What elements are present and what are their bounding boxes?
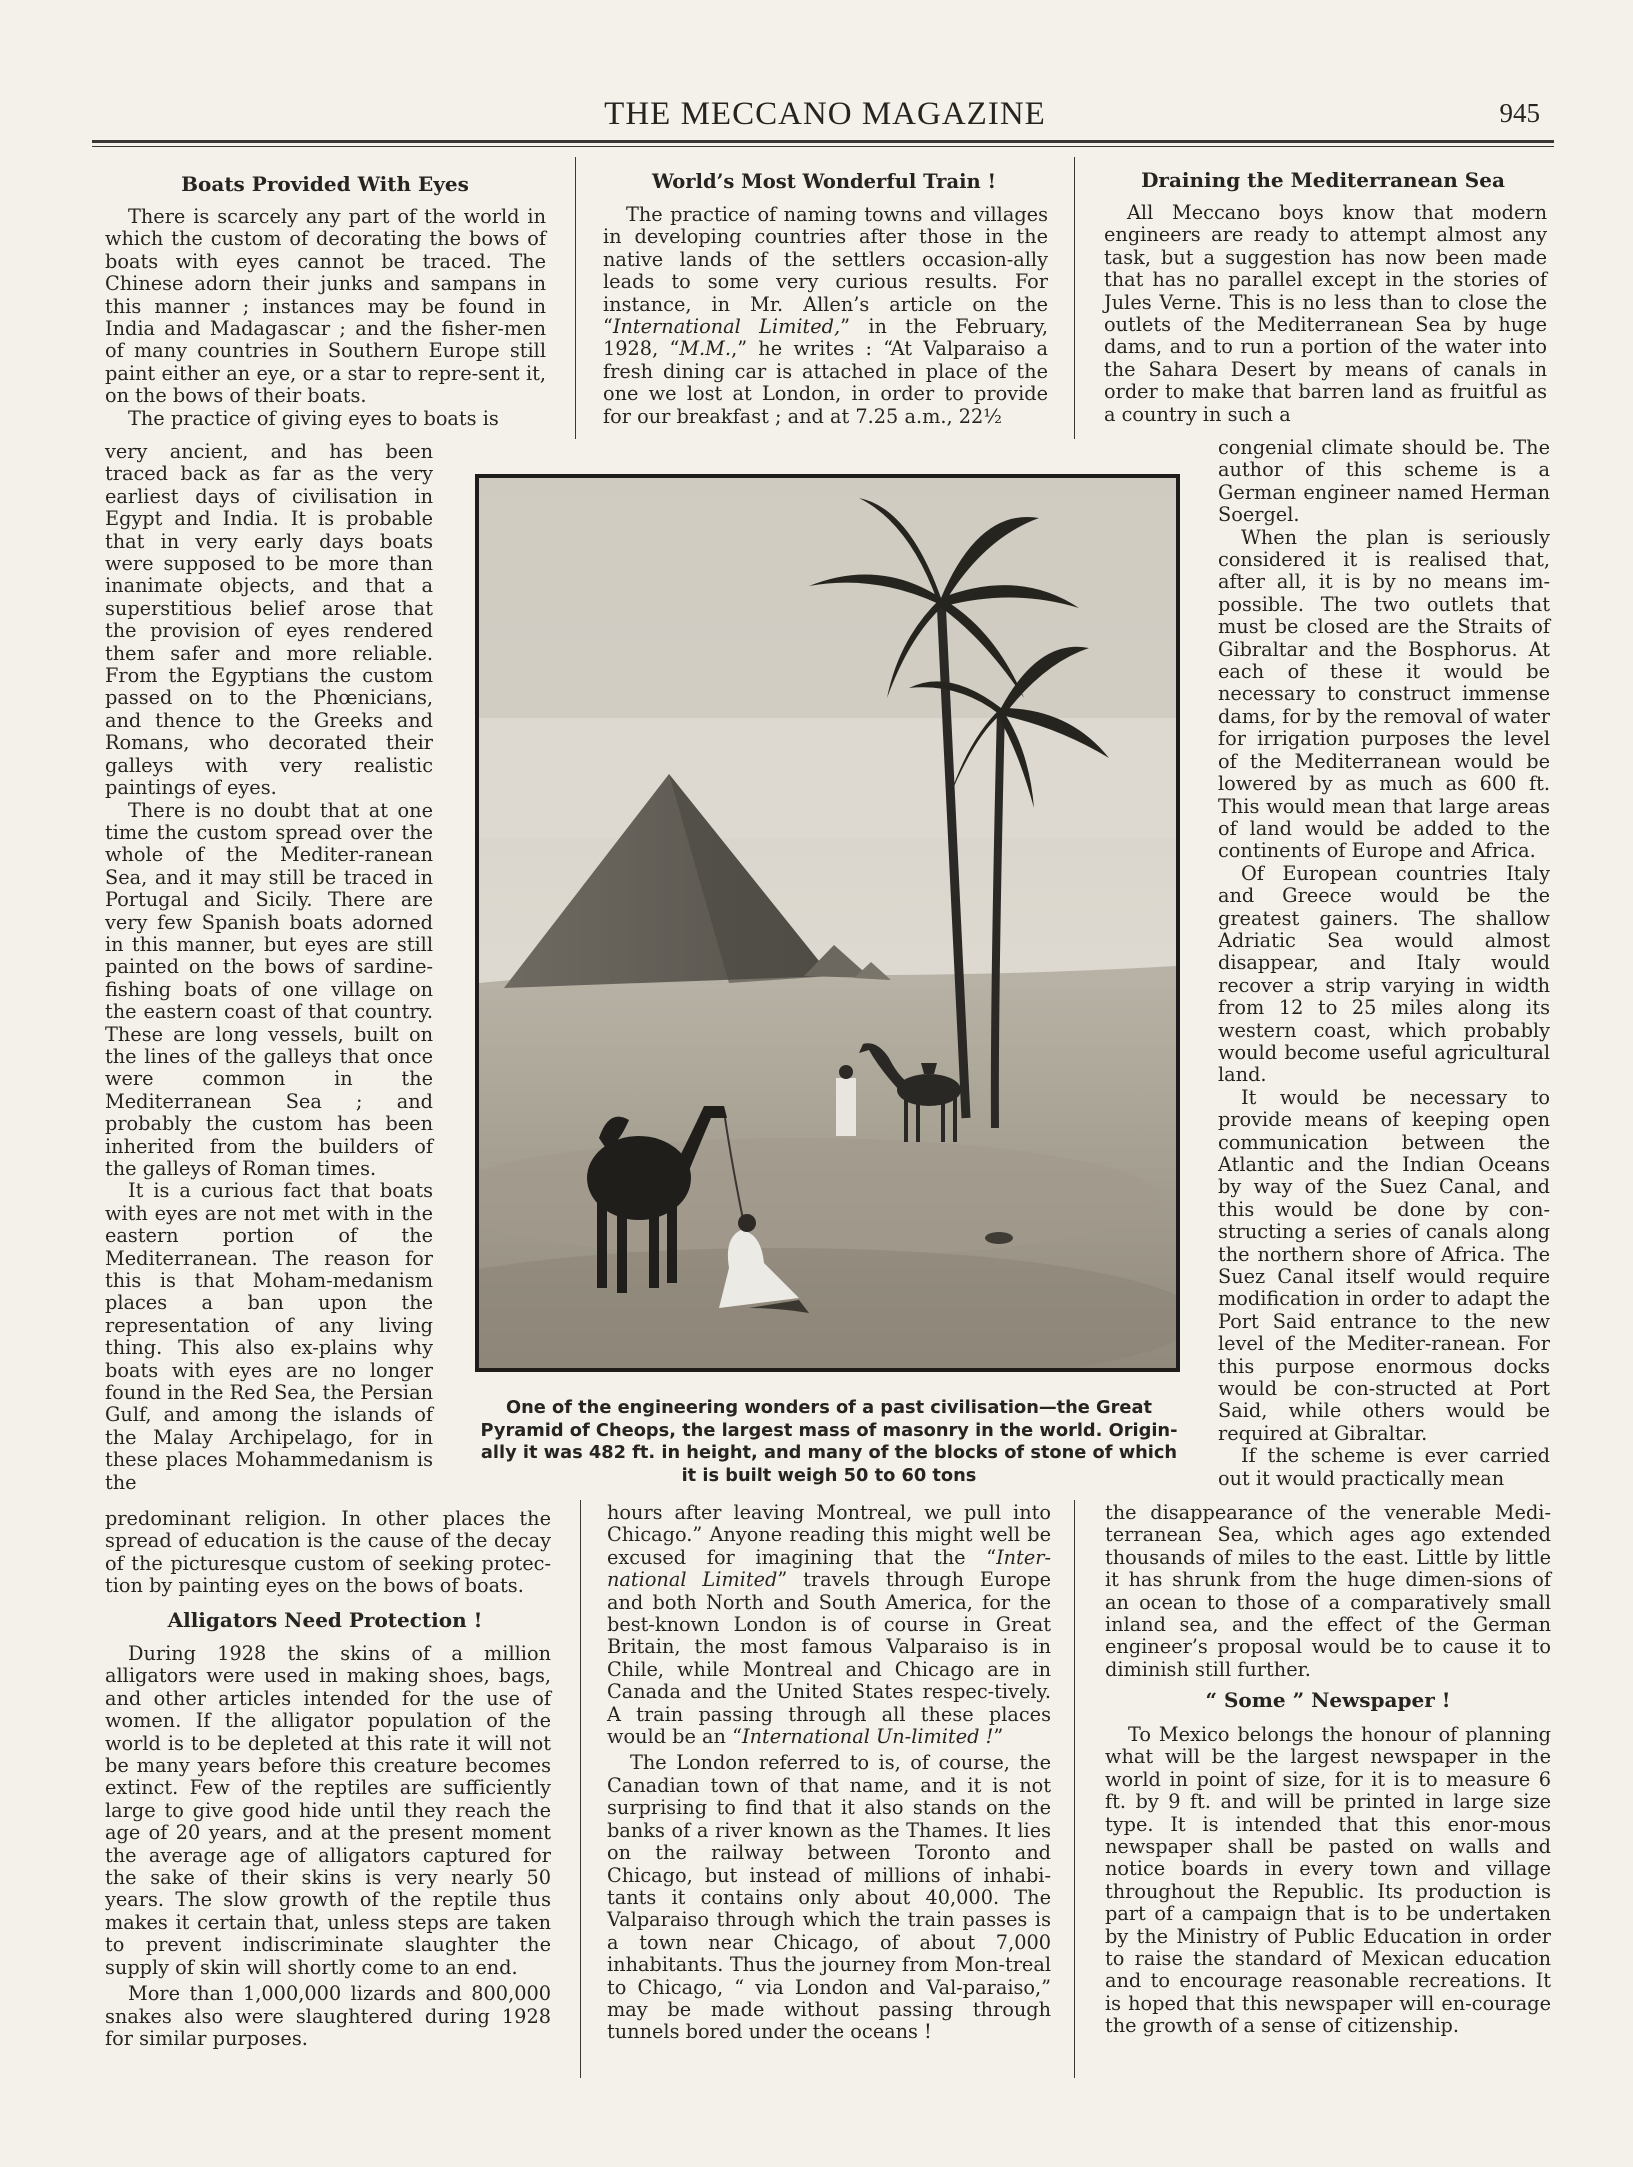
boats-paragraph-2-rest: very ancient, and has been traced back as far as the very earliest days of civilisation in Egypt and India. It is probable that in very early days boats were supposed to be more than inanimate objects, and that a superstitious belief arose that the provision of eyes rendered them safer and more reliable. From the Egyptians the custom passed on to the Phœnicians, and thence to the Greeks and Romans, who decorated their galleys with very realistic paintings of eyes.: [105, 440, 433, 800]
article-mediterranean-bottom: [1105, 1502, 1551, 1681]
pyramid-photo-drawing: [479, 478, 1176, 1368]
boats-paragraph-4-end: predominant religion. In other places the spread of education is the cause of the decay of the picturesque custom of seeking protec-tion by painting eyes on the bows of boats.: [105, 1507, 551, 1598]
boats-paragraph-3: There is no doubt that at one time the custom spread over the whole of the Mediter-ranean Sea, and it may still be traced in Portugal and Sicily. There are very few Spanish boats adorned in this manner, but eyes are still painted on the bows of sardine-fishing boats of one village on the eastern coast of that country. These are long vessels, built on the lines of the galleys that once were common in the Mediterranean Sea ; and probably the custom has been inherited from the builders of the galleys of Roman times.: [105, 798, 433, 1180]
mediterranean-paragraph-1: All Meccano boys know that modern engineers are ready to attempt almost any task, but a suggestion has now been made that has no parallel except in the stories of Jules Verne. This is no less than to close the outlets of the Mediterranean Sea by huge dams, and to run a portion of the water into the Sahara Desert by means of canals in order to make that barren land as fruitful as a country in such a: [1104, 201, 1547, 426]
header-rule-thin: [92, 146, 1554, 147]
train-paragraph-2: hours after leaving Montreal, we pull into Chicago.” Anyone reading this might well be excused for imagining that the “Inter-national Limited” travels through Europe and both North and South America, for the best-known London is of course in Great Britain, the most famous Valparaiso is in Chile, while Montreal and Chicago are in Canada and the United States respec-tively. A train passing through all these places would be an “International Un-limited !”: [607, 1501, 1052, 1749]
mediterranean-paragraph-5: If the scheme is ever carried out it would practically mean: [1218, 1444, 1550, 1490]
column-rule-left-bottom: [580, 1500, 581, 2078]
mediterranean-paragraph-2: When the plan is seriously considered it is realised that, after all, it is by no means im-possible. The two outlets that must be closed are the Straits of Gibraltar and the Bosphorus. At each of these it would be necessary to construct immense dams, for by the removal of water for irrigation purposes the level of the Mediterranean would be lowered by as much as 600 ft. This would mean that large areas of land would be added to the continents of Europe and Africa.: [1218, 525, 1550, 863]
article-alligators: [105, 1643, 551, 2050]
boats-paragraph-1: There is scarcely any part of the world in which the custom of decorating the bows of boats with eyes cannot be traced. The Chinese adorn their junks and sampans in this manner ; instances may be found in India and Madagascar ; and the fisher-men of many countries in Southern Europe still paint either an eye, or a star to repre-sent it, on the bows of their boats.: [105, 205, 546, 408]
photo-caption: One of the engineering wonders of a past civilisation—the Great Pyramid of Cheops, the largest mass of masonry in the world. Origin-ally it was 482 ft. in height, and many of the blocks of stone of which it is built weigh 50 to 60 tons: [480, 1397, 1178, 1486]
column-rule-right-bottom: [1074, 1500, 1075, 2078]
mediterranean-paragraph-1-rest: congenial climate should be. The author of this scheme is a German engineer named Herman Soergel.: [1218, 436, 1550, 527]
mediterranean-paragraph-5-rest: the disappearance of the venerable Medi-terranean Sea, which ages ago extended thousands of miles to the east. Little by little it has shrunk from the huge dimen-sions of an ocean to those of a comparatively small inland sea, and the effect of the German engineer’s proposal would be to cause it to diminish still further.: [1105, 1501, 1551, 1681]
newspaper-paragraph-1: To Mexico belongs the honour of planning what will be the largest newspaper in the world in point of size, for it is to measure 6 ft. by 9 ft. and will be printed in large size type. It is intended that this enor-mous newspaper shall be pasted on walls and notice boards in every town and village throughout the Republic. Its production is part of a campaign that is to be undertaken by the Ministry of Public Education in order to raise the standard of Mexican education and to encourage reasonable recreations. It is hoped that this newspaper will en-courage the growth of a sense of citizenship.: [1105, 1723, 1551, 2038]
header-rule-thick: [92, 140, 1554, 143]
train-paragraph-1: The practice of naming towns and villages in developing countries after those in the native lands of the settlers occasion-ally leads to some very curious results. For instance, in Mr. Allen’s article on the “International Limited,” in the February, 1928, “M.M.,” he writes : “At Valparaiso a fresh dining car is attached in place of the one we lost at London, in order to provide for our breakfast ; and at 7.25 a.m., 22½: [603, 203, 1049, 428]
article-boats-end: [105, 1508, 551, 1598]
alligators-paragraph-2: More than 1,000,000 lizards and 800,000 snakes also were slaughtered during 1928 for similar purposes.: [105, 1982, 551, 2050]
pyramid-photo: [475, 474, 1180, 1372]
article-heading-alligators: Alligators Need Protection !: [167, 1608, 483, 1632]
article-heading-mediterranean: Draining the Mediterranean Sea: [1141, 168, 1505, 192]
article-heading-boats: Boats Provided With Eyes: [181, 172, 469, 196]
boats-paragraph-4: It is a curious fact that boats with eyes are not met with in the eastern portion of the Mediterranean. The reason for this is that Moham-medanism places a ban upon the representation of any living thing. This also ex-plains why boats with eyes are no longer found in the Red Sea, the Persian Gulf, and among the islands of the Malay Archipelago, for in these places Mohammedanism is the: [105, 1179, 433, 1494]
magazine-title: THE MECCANO MAGAZINE: [604, 96, 1046, 132]
mediterranean-paragraph-4: It would be necessary to provide means of keeping open communication between the Atlantic and the Indian Oceans by way of the Suez Canal, and this would be done by con-structing a series of canals along the northern shore of Africa. The Suez Canal itself would require modification in order to adapt the Port Said entrance to the new level of the Mediter-ranean. For this purpose enormous docks would be con-structed at Port Said, while others would be required at Gibraltar.: [1218, 1085, 1550, 1445]
article-heading-train: World’s Most Wonderful Train !: [651, 170, 997, 193]
article-train-bottom: [607, 1502, 1051, 2044]
article-mediterranean-top: [1104, 202, 1547, 426]
alligators-paragraph-1: During 1928 the skins of a million alligators were used in making shoes, bags, and other articles intended for the use of women. If the alligator population of the world is to be depleted at this rate it will not be many years before this creature becomes extinct. Few of the reptiles are sufficiently large to give good hide until they reach the age of 20 years, and at the present moment the average age of alligators captured for the sake of their skins is very nearly 50 years. The slow growth of the reptile thus makes it certain that, unless steps are taken to prevent indiscriminate slaughter the supply of skin will shortly come to an end.: [105, 1642, 551, 1979]
column-rule-left-top: [575, 157, 576, 439]
article-mediterranean-narrow: [1218, 437, 1550, 1490]
article-newspaper: [1105, 1724, 1551, 2038]
article-boats-intro: [105, 206, 546, 430]
article-boats-narrow: [105, 441, 433, 1494]
boats-paragraph-2-start: The practice of giving eyes to boats is: [128, 406, 499, 430]
mediterranean-paragraph-3: Of European countries Italy and Greece would be the greatest gainers. The shallow Adriatic Sea would almost disappear, and Italy would recover a strip varying in width from 12 to 25 miles along its western coast, which probably would become useful agricultural land.: [1218, 861, 1550, 1087]
article-heading-newspaper: “ Some ” Newspaper !: [1205, 1688, 1451, 1712]
column-rule-right-top: [1074, 157, 1075, 439]
page-number: 945: [1499, 98, 1540, 128]
article-train-top: [603, 204, 1048, 428]
train-paragraph-3: The London referred to is, of course, the Canadian town of that name, and it is not surprising to find that it also stands on the banks of a river known as the Thames. It lies on the railway between Toronto and Chicago, but instead of millions of inhabi-tants it contains only about 40,000. The Valparaiso through which the train passes is a town near Chicago, of about 7,000 inhabitants. Thus the journey from Mon-treal to Chicago, “ via London and Val-paraiso,” may be made without passing through tunnels bored under the oceans !: [607, 1751, 1051, 2044]
